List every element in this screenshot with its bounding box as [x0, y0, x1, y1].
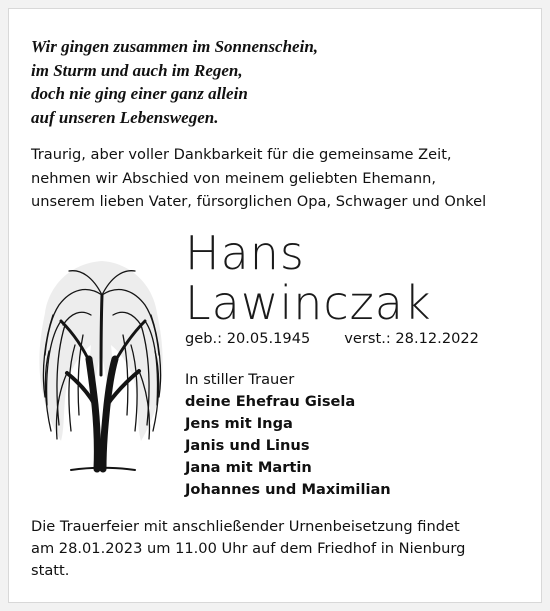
death-date: verst.: 28.12.2022: [344, 330, 479, 347]
service-info: [31, 516, 531, 582]
intro-text: [31, 143, 531, 214]
intro-line: Traurig, aber voller Dankbarkeit für die gemeinsame Zeit,: [31, 146, 452, 163]
life-dates: [185, 329, 479, 349]
deceased-name: [185, 228, 432, 328]
service-line: Die Trauerfeier mit anschließender Urnenbeisetzung findet: [31, 518, 460, 535]
service-line: am 28.01.2023 um 11.00 Uhr auf dem Friedhof in Nienburg: [31, 540, 466, 557]
poem-line: doch nie ging einer ganz allein: [31, 84, 248, 103]
intro-line: unserem lieben Vater, fürsorglichen Opa, Schwager und Onkel: [31, 193, 487, 210]
mourner-name: Jana mit Martin: [185, 459, 312, 476]
poem-line: Wir gingen zusammen im Sonnenschein,: [31, 37, 319, 56]
mourner-name: deine Ehefrau Gisela: [185, 393, 356, 410]
birth-date: geb.: 20.05.1945: [185, 330, 311, 347]
obituary-card: [8, 8, 542, 603]
mourners: [185, 369, 391, 501]
last-name: Lawinczak: [185, 276, 432, 330]
poem: [31, 35, 318, 129]
first-name: Hans: [185, 226, 305, 280]
intro-line: nehmen wir Abschied von meinem geliebten Ehemann,: [31, 169, 436, 187]
poem-line: im Sturm und auch im Regen,: [31, 60, 243, 80]
poem-line: auf unseren Lebenswegen.: [31, 107, 219, 127]
mourner-name: Jens mit Inga: [185, 415, 293, 432]
mourner-name: Johannes und Maximilian: [185, 481, 391, 498]
weeping-tree-icon: [31, 255, 173, 477]
mourners-lead: In stiller Trauer: [185, 371, 295, 388]
service-line: statt.: [31, 562, 70, 579]
mourner-name: Janis und Linus: [185, 437, 310, 454]
